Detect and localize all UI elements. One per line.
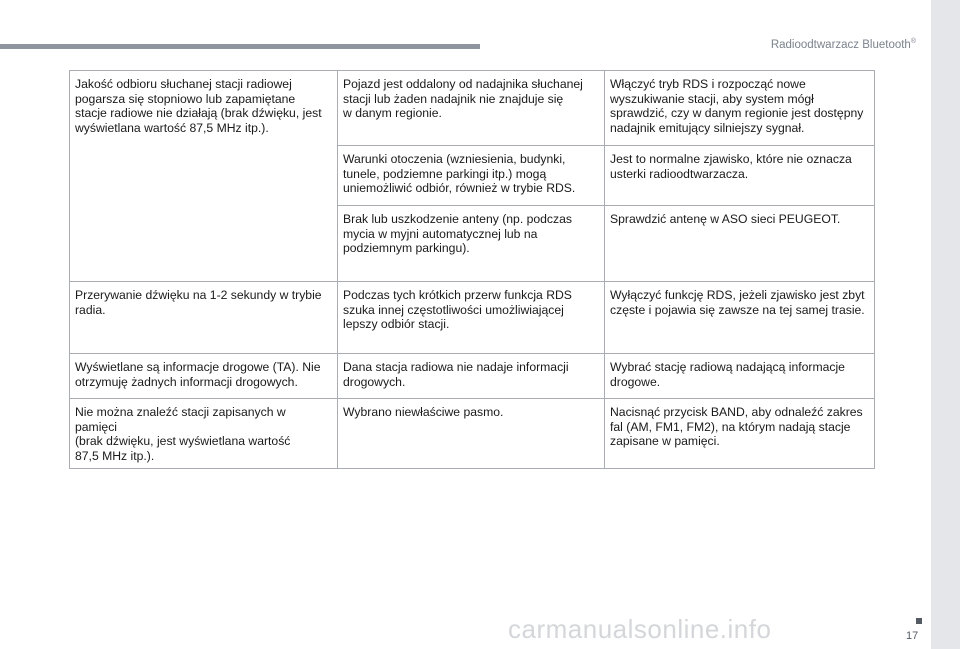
side-tab-band	[931, 0, 960, 649]
end-of-section-marker	[916, 618, 922, 624]
problem-cell	[70, 399, 338, 469]
solution-cell	[605, 146, 875, 206]
table-row	[70, 282, 875, 354]
cause-cell	[338, 399, 605, 469]
solution-cell	[605, 282, 875, 354]
solution-text: Nacisnąć przycisk BAND, aby odnaleźć zakres fal (AM, FM1, FM2), na którym nadają stacje zapisane w pamięci.	[610, 405, 863, 449]
problem-cell	[70, 354, 338, 399]
solution-text: Sprawdzić antenę w ASO sieci PEUGEOT.	[610, 212, 841, 226]
solution-text: Włączyć tryb RDS i rozpocząć nowe wyszukiwanie stacji, aby system mógł sprawdzić, czy w danym regionie jest dostępny nadajnik emitujący silniejszy sygnał.	[610, 77, 864, 135]
cause-text: Brak lub uszkodzenie anteny (np. podczas mycia w myjni automatycznej lub na podziemnym parkingu).	[343, 212, 572, 256]
cause-cell	[338, 354, 605, 399]
cause-cell	[338, 206, 605, 282]
cause-cell	[338, 282, 605, 354]
solution-cell	[605, 354, 875, 399]
section-title-text: Radioodtwarzacz Bluetooth	[770, 38, 911, 51]
registered-mark: ®	[910, 38, 916, 45]
section-title	[771, 38, 916, 51]
cause-cell	[338, 146, 605, 206]
cause-text: Podczas tych krótkich przerw funkcja RDS szuka innej częstotliwości umożliwiającej lepszy odbiór stacji.	[343, 288, 572, 332]
header-rule	[0, 44, 480, 49]
problem-text: Przerywanie dźwięku na 1-2 sekundy w trybie radia.	[75, 288, 322, 317]
solution-text: Wybrać stację radiową nadającą informacje drogowe.	[610, 360, 845, 389]
table-row	[70, 354, 875, 399]
table-row	[70, 399, 875, 469]
cause-text: Wybrano niewłaściwe pasmo.	[343, 405, 504, 419]
cause-text: Pojazd jest oddalony od nadajnika słuchanej stacji lub żaden nadajnik nie znajduje się w danym regionie.	[343, 77, 583, 121]
solution-text: Jest to normalne zjawisko, które nie oznacza usterki radioodtwarzacza.	[610, 152, 852, 181]
problem-cell	[70, 282, 338, 354]
problem-text: Jakość odbioru słuchanej stacji radiowej pogarsza się stopniowo lub zapamiętane stacje radiowe nie działają (brak dźwięku, jest wyświetlana wartość 87,5 MHz itp.).	[75, 77, 322, 135]
solution-cell	[605, 206, 875, 282]
problem-text: Wyświetlane są informacje drogowe (TA). Nie otrzymuję żadnych informacji drogowych.	[75, 360, 321, 389]
site-watermark: carmanualsonline.info	[508, 614, 772, 644]
problem-cell	[70, 71, 338, 282]
cause-text: Warunki otoczenia (wzniesienia, budynki, tunele, podziemne parkingi itp.) mogą uniemożliwić odbiór, również w trybie RDS.	[343, 152, 576, 196]
troubleshooting-table	[69, 70, 875, 469]
cause-text: Dana stacja radiowa nie nadaje informacji drogowych.	[343, 360, 569, 389]
solution-text: Wyłączyć funkcję RDS, jeżeli zjawisko jest zbyt częste i pojawia się zawsze na tej samej trasie.	[610, 288, 865, 317]
problem-text: Nie można znaleźć stacji zapisanych w pamięci (brak dźwięku, jest wyświetlana wartość 87,5 MHz itp.).	[75, 405, 291, 463]
solution-cell	[605, 71, 875, 146]
cause-cell	[338, 71, 605, 146]
page-number: 17	[906, 630, 919, 642]
solution-cell	[605, 399, 875, 469]
table-row	[70, 71, 875, 146]
